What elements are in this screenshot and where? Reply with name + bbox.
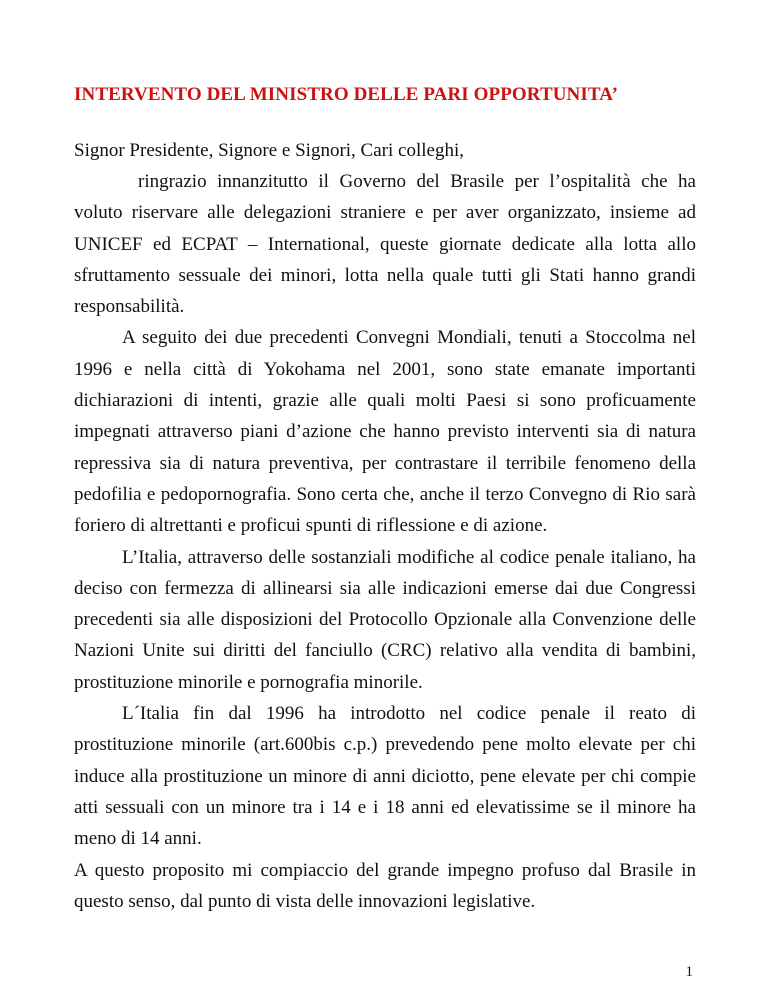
- paragraph-4: L´Italia fin dal 1996 ha introdotto nel codice penale il reato di prostituzione minorile (art.600bis c.p.) prevedendo pene molto elevate per chi induce alla prostituzione un minore di anni diciotto, pene elevate per chi compie atti sessuali con un minore tra i 14 e i 18 anni ed elevatissime se il minore ha meno di 14 anni.: [74, 703, 696, 850]
- page-number: 1: [685, 964, 693, 980]
- paragraph-2: A seguito dei due precedenti Convegni Mondiali, tenuti a Stoccolma nel 1996 e nella città di Yokohama nel 2001, sono state emanate importanti dichiarazioni di intenti, grazie alle quali molti Paesi si sono proficuamente impegnati attraverso piani d’azione che hanno previsto interventi sia di natura repressiva sia di natura preventiva, per contrastare il terribile fenomeno della pedofilia e pedopornografia. Sono certa che, anche il terzo Convegno di Rio sarà foriero di altrettanti e proficui spunti di riflessione e di azione.: [74, 327, 696, 537]
- document-body: [74, 166, 696, 917]
- salutation: Signor Presidente, Signore e Signori, Cari colleghi,: [74, 140, 464, 161]
- paragraph-1: ringrazio innanzitutto il Governo del Brasile per l’ospitalità che ha voluto riservare alle delegazioni straniere e per aver organizzato, insieme ad UNICEF ed ECPAT – International, queste giornate dedicate alla lotta allo sfruttamento sessuale dei minori, lotta nella quale tutti gli Stati hanno grandi responsabilità.: [74, 171, 696, 318]
- paragraph-5: A questo proposito mi compiaccio del grande impegno profuso dal Brasile in questo senso, dal punto di vista delle innovazioni legislative.: [74, 859, 696, 912]
- paragraph-3: L’Italia, attraverso delle sostanziali modifiche al codice penale italiano, ha deciso con fermezza di allinearsi sia alle indicazioni emerse dai due Congressi precedenti sia alle disposizioni del Protocollo Opzionale alla Convenzione delle Nazioni Unite sui diritti del fanciullo (CRC) relativo alla vendita di bambini, prostituzione minorile e pornografia minorile.: [74, 546, 696, 693]
- document-title: INTERVENTO DEL MINISTRO DELLE PARI OPPORTUNITA’: [74, 84, 619, 105]
